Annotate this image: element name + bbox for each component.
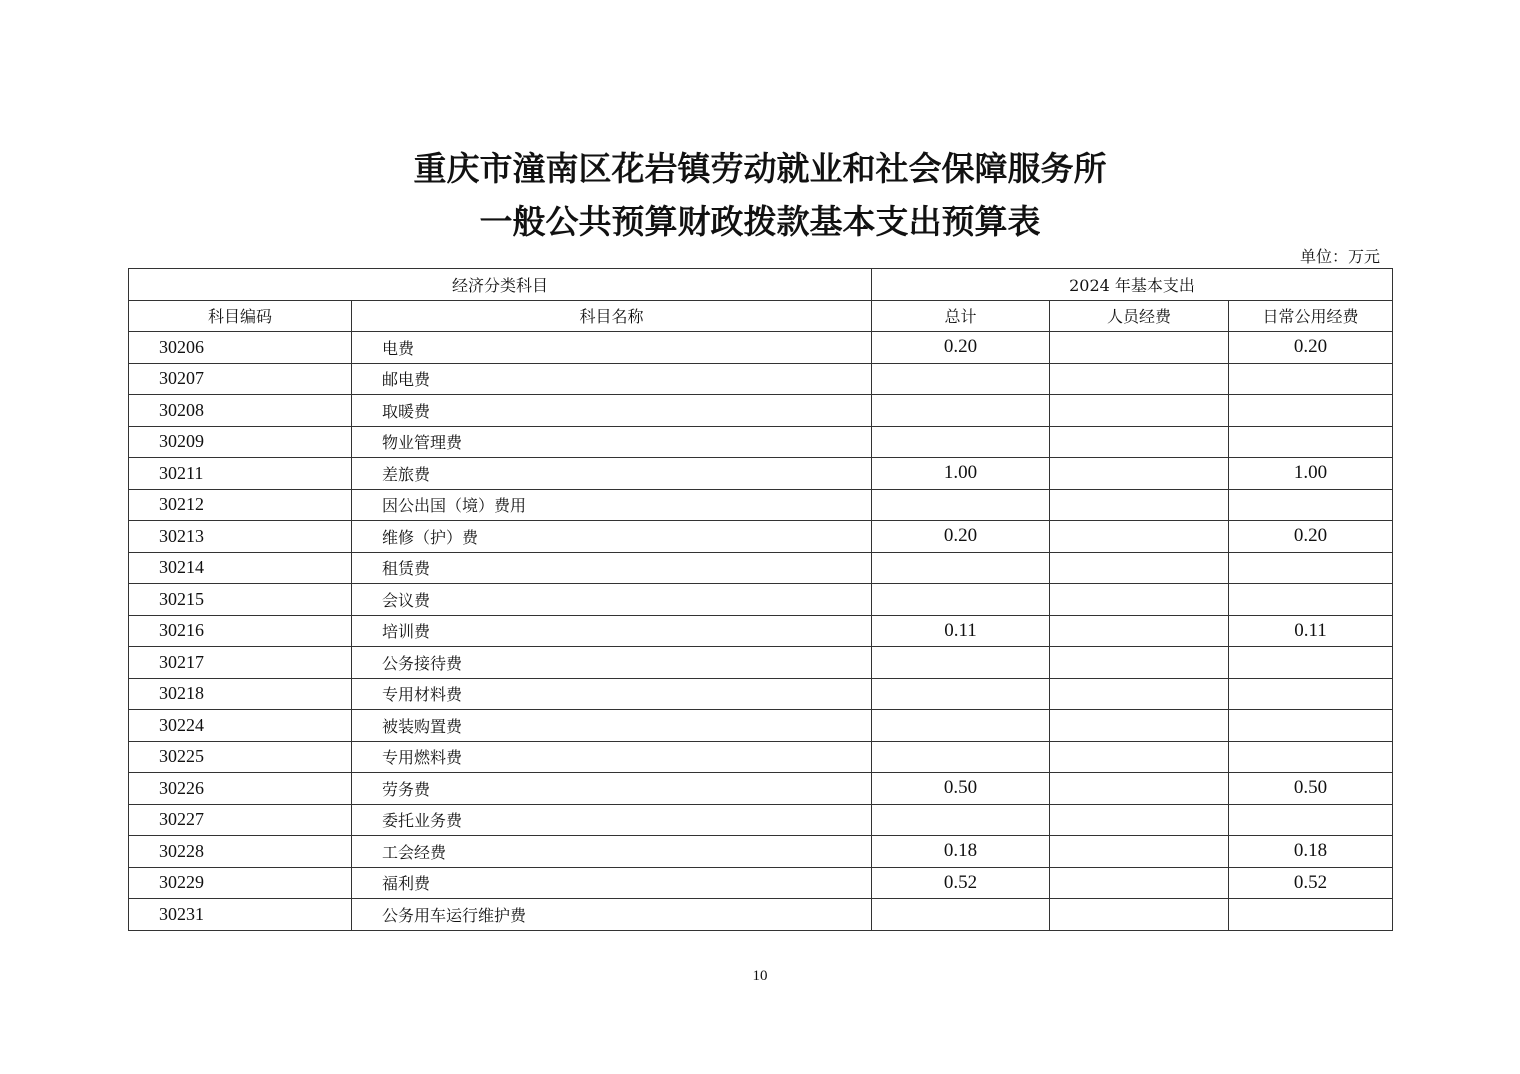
table-row xyxy=(129,741,1393,773)
table-row xyxy=(129,426,1393,458)
cell-personnel xyxy=(1050,867,1229,899)
table-row xyxy=(129,584,1393,616)
cell-name: 公务用车运行维护费 xyxy=(352,899,872,931)
cell-name: 租赁费 xyxy=(352,552,872,584)
table-row xyxy=(129,489,1393,521)
cell-code: 30226 xyxy=(129,773,352,805)
table-row xyxy=(129,395,1393,427)
document-title-line2: 一般公共预算财政拨款基本支出预算表 xyxy=(479,202,1041,241)
cell-personnel xyxy=(1050,804,1229,836)
column-header-code: 科目编码 xyxy=(129,300,352,332)
cell-personnel xyxy=(1050,710,1229,742)
cell-name: 因公出国（境）费用 xyxy=(352,489,872,521)
cell-name: 委托业务费 xyxy=(352,804,872,836)
cell-public xyxy=(1229,584,1393,616)
cell-personnel xyxy=(1050,552,1229,584)
table-row xyxy=(129,363,1393,395)
cell-personnel xyxy=(1050,521,1229,553)
cell-name: 维修（护）费 xyxy=(352,521,872,553)
cell-name: 会议费 xyxy=(352,584,872,616)
cell-code: 30225 xyxy=(129,741,352,773)
cell-code: 30216 xyxy=(129,615,352,647)
cell-total xyxy=(872,678,1050,710)
cell-name: 福利费 xyxy=(352,867,872,899)
cell-total xyxy=(872,395,1050,427)
cell-personnel xyxy=(1050,332,1229,364)
document-title-line1: 重庆市潼南区花岩镇劳动就业和社会保障服务所 xyxy=(413,149,1107,188)
cell-personnel xyxy=(1050,458,1229,490)
cell-personnel xyxy=(1050,899,1229,931)
cell-personnel xyxy=(1050,741,1229,773)
cell-name: 物业管理费 xyxy=(352,426,872,458)
cell-name: 公务接待费 xyxy=(352,647,872,679)
cell-total xyxy=(872,899,1050,931)
cell-personnel xyxy=(1050,615,1229,647)
cell-public: 1.00 xyxy=(1229,458,1393,490)
column-header-name: 科目名称 xyxy=(352,300,872,332)
column-header-total: 总计 xyxy=(872,300,1050,332)
cell-public: 0.50 xyxy=(1229,773,1393,805)
table-row xyxy=(129,710,1393,742)
cell-public xyxy=(1229,804,1393,836)
group-header-basic-expenditure: 2024 年基本支出 xyxy=(872,269,1393,301)
cell-personnel xyxy=(1050,584,1229,616)
cell-code: 30217 xyxy=(129,647,352,679)
table-row xyxy=(129,647,1393,679)
table-row xyxy=(129,899,1393,931)
cell-code: 30227 xyxy=(129,804,352,836)
cell-public: 0.52 xyxy=(1229,867,1393,899)
table-row xyxy=(129,552,1393,584)
cell-code: 30214 xyxy=(129,552,352,584)
table-row xyxy=(129,332,1393,364)
cell-personnel xyxy=(1050,489,1229,521)
table-row xyxy=(129,678,1393,710)
table-row xyxy=(129,458,1393,490)
cell-code: 30208 xyxy=(129,395,352,427)
cell-total: 0.20 xyxy=(872,521,1050,553)
cell-public: 0.20 xyxy=(1229,521,1393,553)
cell-total xyxy=(872,426,1050,458)
cell-public xyxy=(1229,710,1393,742)
cell-personnel xyxy=(1050,395,1229,427)
cell-total xyxy=(872,552,1050,584)
cell-code: 30215 xyxy=(129,584,352,616)
cell-code: 30207 xyxy=(129,363,352,395)
cell-public: 0.18 xyxy=(1229,836,1393,868)
cell-total xyxy=(872,741,1050,773)
cell-name: 取暖费 xyxy=(352,395,872,427)
cell-personnel xyxy=(1050,363,1229,395)
cell-public xyxy=(1229,741,1393,773)
cell-code: 30231 xyxy=(129,899,352,931)
cell-name: 培训费 xyxy=(352,615,872,647)
cell-total xyxy=(872,363,1050,395)
cell-name: 专用材料费 xyxy=(352,678,872,710)
cell-personnel xyxy=(1050,836,1229,868)
cell-public xyxy=(1229,363,1393,395)
cell-total: 1.00 xyxy=(872,458,1050,490)
cell-code: 30224 xyxy=(129,710,352,742)
cell-total xyxy=(872,804,1050,836)
cell-personnel xyxy=(1050,426,1229,458)
cell-code: 30209 xyxy=(129,426,352,458)
cell-name: 工会经费 xyxy=(352,836,872,868)
table-row xyxy=(129,867,1393,899)
cell-total: 0.18 xyxy=(872,836,1050,868)
cell-total: 0.50 xyxy=(872,773,1050,805)
cell-name: 劳务费 xyxy=(352,773,872,805)
cell-personnel xyxy=(1050,647,1229,679)
table-body xyxy=(129,332,1393,931)
cell-personnel xyxy=(1050,773,1229,805)
group-header-row xyxy=(129,269,1393,301)
cell-public xyxy=(1229,426,1393,458)
cell-name: 专用燃料费 xyxy=(352,741,872,773)
cell-public: 0.20 xyxy=(1229,332,1393,364)
table-row xyxy=(129,521,1393,553)
table-row xyxy=(129,773,1393,805)
cell-total xyxy=(872,489,1050,521)
cell-public xyxy=(1229,678,1393,710)
table-row xyxy=(129,836,1393,868)
table-row xyxy=(129,615,1393,647)
cell-code: 30229 xyxy=(129,867,352,899)
cell-total xyxy=(872,647,1050,679)
cell-total: 0.52 xyxy=(872,867,1050,899)
cell-total: 0.11 xyxy=(872,615,1050,647)
column-header-personnel: 人员经费 xyxy=(1050,300,1229,332)
page-number: 10 xyxy=(752,968,768,984)
cell-public xyxy=(1229,552,1393,584)
cell-name: 差旅费 xyxy=(352,458,872,490)
cell-name: 电费 xyxy=(352,332,872,364)
cell-public xyxy=(1229,489,1393,521)
cell-code: 30211 xyxy=(129,458,352,490)
cell-public: 0.11 xyxy=(1229,615,1393,647)
cell-code: 30218 xyxy=(129,678,352,710)
cell-public xyxy=(1229,647,1393,679)
cell-public xyxy=(1229,395,1393,427)
cell-name: 被装购置费 xyxy=(352,710,872,742)
cell-total xyxy=(872,710,1050,742)
unit-label: 单位：万元 xyxy=(1299,247,1380,266)
table-row xyxy=(129,804,1393,836)
budget-table xyxy=(128,268,1393,931)
cell-name: 邮电费 xyxy=(352,363,872,395)
cell-total xyxy=(872,584,1050,616)
cell-personnel xyxy=(1050,678,1229,710)
cell-total: 0.20 xyxy=(872,332,1050,364)
cell-public xyxy=(1229,899,1393,931)
cell-code: 30213 xyxy=(129,521,352,553)
column-header-public: 日常公用经费 xyxy=(1229,300,1393,332)
column-header-row xyxy=(129,300,1393,332)
cell-code: 30228 xyxy=(129,836,352,868)
cell-code: 30212 xyxy=(129,489,352,521)
cell-code: 30206 xyxy=(129,332,352,364)
group-header-economic-classification: 经济分类科目 xyxy=(129,269,872,301)
